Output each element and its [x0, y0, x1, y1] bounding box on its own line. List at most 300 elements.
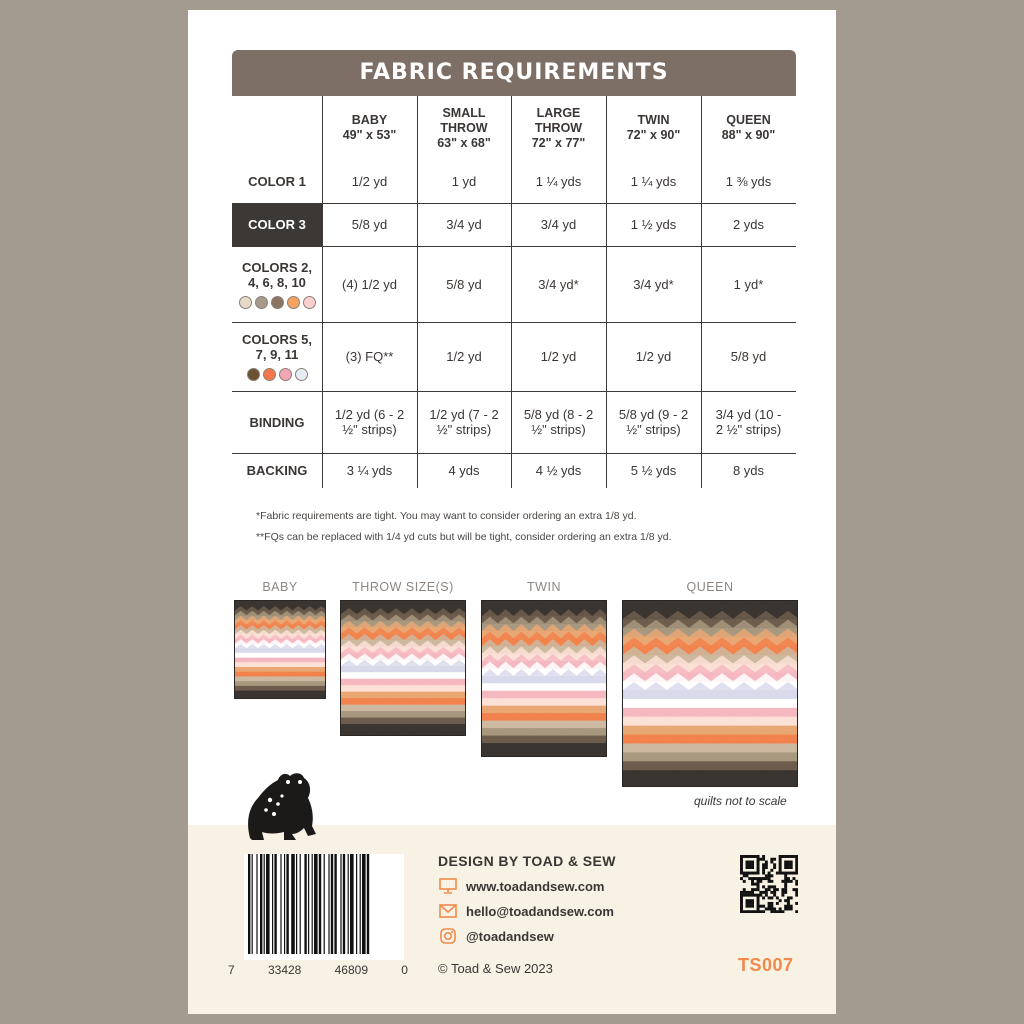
qr-module — [787, 907, 790, 910]
qr-module — [754, 872, 757, 875]
qr-module — [773, 866, 776, 869]
qr-module — [781, 872, 784, 875]
pattern-back-cover — [188, 10, 836, 1014]
qr-module — [757, 896, 760, 899]
qr-module — [765, 877, 768, 880]
barcode-bar — [256, 854, 257, 954]
qr-module — [770, 910, 773, 913]
qr-module — [762, 910, 765, 913]
col-header-size: 49" x 53" — [342, 128, 397, 142]
instagram-row[interactable] — [438, 928, 554, 944]
qr-module — [748, 894, 751, 897]
qr-module — [740, 855, 743, 858]
barcode-bar — [312, 854, 313, 954]
qr-module — [773, 910, 776, 913]
toad-logo-icon — [240, 768, 320, 844]
qr-module — [779, 858, 782, 861]
quilt-band — [482, 751, 607, 757]
qr-module — [746, 902, 749, 905]
barcode-bar — [280, 854, 281, 954]
table-cell: 5/8 yd — [351, 217, 388, 232]
table-cell: 3/4 yd* — [633, 276, 674, 292]
barcode-bar — [300, 854, 301, 954]
qr-module — [746, 899, 749, 902]
row-label-text: BACKING — [246, 463, 308, 478]
qr-module — [746, 863, 749, 866]
qr-module — [773, 894, 776, 897]
table-cell: 1/2 yd — [446, 349, 482, 364]
barcode-bar — [260, 854, 262, 954]
qr-module — [751, 863, 754, 866]
qr-module — [746, 894, 749, 897]
qr-module — [792, 855, 795, 858]
table-cell: 1 yd* — [733, 276, 764, 292]
qr-module — [795, 880, 798, 883]
qr-module — [795, 855, 798, 858]
design-credit: DESIGN BY TOAD & SEW — [438, 853, 616, 869]
table-cell: 1/2 yd — [540, 349, 577, 364]
qr-module — [743, 888, 746, 891]
swatch-dot — [295, 368, 308, 381]
qr-module — [784, 885, 787, 888]
qr-module — [751, 888, 754, 891]
qr-module — [751, 910, 754, 913]
qr-module — [765, 891, 768, 894]
qr-module — [787, 866, 790, 869]
qr-module — [759, 910, 762, 913]
quilt-band — [341, 666, 466, 673]
qr-module — [757, 858, 760, 861]
qr-module — [790, 905, 793, 908]
col-header-name: TWIN — [637, 113, 670, 127]
row-label-text: COLORS 5, 7, 9, 11 — [241, 332, 313, 362]
barcode-bar — [266, 854, 270, 954]
table-cell: 1/2 yd — [351, 174, 388, 189]
table-cell: 1/2 yd (6 - 2 ½" strips) — [334, 407, 405, 437]
qr-module — [748, 902, 751, 905]
qr-module — [757, 855, 760, 858]
qr-module — [787, 880, 790, 883]
qr-module — [746, 910, 749, 913]
qr-module — [748, 872, 751, 875]
qr-module — [751, 866, 754, 869]
qr-module — [751, 894, 754, 897]
monitor-icon — [438, 878, 458, 894]
qr-module — [762, 858, 765, 861]
swatch-dot — [239, 296, 252, 309]
qr-module — [746, 866, 749, 869]
qr-module — [757, 902, 760, 905]
footnote-1: *Fabric requirements are tight. You may want to consider ordering an extra 1/8 yd. — [256, 510, 637, 522]
qr-module — [743, 910, 746, 913]
qr-module — [762, 855, 765, 858]
qr-module — [790, 907, 793, 910]
qr-module — [759, 880, 762, 883]
quilt-band — [482, 676, 607, 684]
qr-module — [748, 891, 751, 894]
qr-module — [746, 855, 749, 858]
qr-module — [762, 866, 765, 869]
qr-module — [751, 855, 754, 858]
quilt-label-baby: BABY — [262, 580, 298, 594]
qr-module — [795, 866, 798, 869]
qr-module — [781, 888, 784, 891]
qr-module — [795, 891, 798, 894]
table-cell: (4) 1/2 yd — [342, 276, 397, 292]
col-header-2 — [511, 96, 606, 160]
quilt-preview-queen — [622, 600, 798, 787]
qr-module — [759, 891, 762, 894]
qr-module — [748, 910, 751, 913]
qr-module — [787, 899, 790, 902]
qr-module — [790, 880, 793, 883]
qr-module — [740, 894, 743, 897]
qr-module — [757, 907, 760, 910]
qr-module — [795, 902, 798, 905]
table-cell: 5/8 yd (9 - 2 ½" strips) — [618, 407, 689, 437]
qr-module — [754, 877, 757, 880]
qr-module — [770, 902, 773, 905]
col-header-3 — [606, 96, 701, 160]
column-divider — [417, 96, 418, 488]
qr-module — [795, 910, 798, 913]
qr-module — [770, 891, 773, 894]
qr-module — [770, 905, 773, 908]
qr-module — [770, 880, 773, 883]
qr-module — [740, 896, 743, 899]
qr-module — [768, 877, 771, 880]
qr-module — [768, 907, 771, 910]
qr-module — [757, 888, 760, 891]
table-cell: 3/4 yd* — [538, 276, 579, 292]
col-header-1 — [417, 96, 511, 160]
table-title: FABRIC REQUIREMENTS — [232, 50, 796, 96]
row-divider — [232, 391, 796, 392]
qr-module — [740, 910, 743, 913]
barcode-bar — [291, 854, 295, 954]
qr-module — [768, 888, 771, 891]
qr-module — [773, 888, 776, 891]
qr-module — [754, 855, 757, 858]
table-cell: 3/4 yd (10 - 2 ½" strips) — [715, 407, 782, 437]
qr-module — [765, 863, 768, 866]
barcode-bar — [284, 854, 285, 954]
instagram-handle[interactable]: @toadandsew — [466, 928, 554, 944]
qr-module — [746, 891, 749, 894]
qr-module — [754, 888, 757, 891]
swatch-dot — [279, 368, 292, 381]
qr-module — [795, 883, 798, 886]
qr-module — [757, 863, 760, 866]
qr-module — [787, 905, 790, 908]
qr-module — [757, 877, 760, 880]
qr-module — [768, 905, 771, 908]
swatch-dot — [271, 296, 284, 309]
qr-module — [751, 872, 754, 875]
barcode-bar — [362, 854, 366, 954]
qr-module — [740, 858, 743, 861]
qr-module — [779, 855, 782, 858]
qr-module — [746, 872, 749, 875]
barcode-bar — [340, 854, 341, 954]
qr-module — [740, 907, 743, 910]
qr-module — [757, 885, 760, 888]
qr-module — [787, 861, 790, 864]
email-link[interactable]: hello@toadandsew.com — [466, 903, 614, 919]
qr-module — [765, 861, 768, 864]
qr-module — [751, 861, 754, 864]
table-cell: (3) FQ** — [345, 349, 394, 364]
qr-module — [790, 863, 793, 866]
qr-module — [795, 858, 798, 861]
table-cell: 5/8 yd (8 - 2 ½" strips) — [523, 407, 594, 437]
row-divider — [232, 453, 796, 454]
qr-module — [773, 863, 776, 866]
qr-module — [779, 861, 782, 864]
table-cell: 1 ¼ yds — [535, 174, 582, 189]
barcode-bar — [328, 854, 329, 954]
qr-module — [765, 894, 768, 897]
qr-module — [795, 861, 798, 864]
barcode-bar — [252, 854, 253, 954]
qr-module — [740, 902, 743, 905]
website-link[interactable]: www.toadandsew.com — [466, 878, 605, 894]
quilt-band — [235, 695, 326, 699]
qr-module — [743, 891, 746, 894]
row-label-4 — [232, 391, 322, 453]
qr-module — [770, 858, 773, 861]
barcode-bar — [348, 854, 349, 954]
qr-module — [757, 861, 760, 864]
qr-module — [754, 894, 757, 897]
qr-module — [795, 888, 798, 891]
qr-module — [754, 883, 757, 886]
qr-module — [795, 869, 798, 872]
qr-module — [784, 880, 787, 883]
quilt-band — [235, 648, 326, 653]
qr-module — [768, 874, 771, 877]
qr-module — [779, 866, 782, 869]
table-cell: 3/4 yd — [540, 217, 577, 232]
barcode-bar — [331, 854, 333, 954]
table-cell: 2 yds — [732, 217, 765, 232]
qr-module — [765, 874, 768, 877]
qr-module — [770, 885, 773, 888]
qr-module — [748, 863, 751, 866]
qr-module — [787, 877, 790, 880]
qr-module — [768, 896, 771, 899]
qr-module — [790, 872, 793, 875]
qr-module — [740, 869, 743, 872]
qr-module — [792, 872, 795, 875]
table-cell: 5/8 yd — [446, 276, 482, 292]
qr-module — [746, 874, 749, 877]
qr-module — [787, 855, 790, 858]
qr-module — [759, 858, 762, 861]
qr-module — [787, 902, 790, 905]
table-cell: 5 ½ yds — [630, 463, 677, 478]
table-cell: 3 ¼ yds — [346, 463, 393, 478]
qr-module — [743, 872, 746, 875]
col-header-size: 72" x 77" — [531, 135, 586, 150]
barcode-bar — [367, 854, 369, 954]
column-divider — [322, 96, 323, 488]
fabric-requirements-table — [232, 96, 796, 488]
qr-module — [770, 896, 773, 899]
qr-module — [776, 910, 779, 913]
qr-module — [773, 858, 776, 861]
qr-module — [779, 872, 782, 875]
barcode-bar — [308, 854, 309, 954]
table-cell: 8 yds — [732, 463, 765, 478]
col-header-name: QUEEN — [726, 113, 771, 127]
barcode-bar — [272, 854, 273, 954]
qr-module — [748, 861, 751, 864]
qr-module — [795, 872, 798, 875]
qr-module — [784, 888, 787, 891]
copyright: © Toad & Sew 2023 — [438, 961, 553, 976]
table-cell: 4 ½ yds — [535, 463, 582, 478]
qr-module — [759, 877, 762, 880]
qr-module — [779, 869, 782, 872]
row-label-text: COLOR 1 — [248, 174, 306, 189]
table-cell: 4 yds — [448, 463, 480, 478]
qr-module — [784, 863, 787, 866]
qr-module — [790, 866, 793, 869]
qr-module — [751, 891, 754, 894]
qr-module — [781, 894, 784, 897]
qr-module — [746, 905, 749, 908]
qr-module — [762, 891, 765, 894]
qr-module — [765, 866, 768, 869]
qr-module — [781, 855, 784, 858]
qr-module — [779, 899, 782, 902]
column-divider — [701, 96, 702, 488]
qr-module — [743, 880, 746, 883]
quilt-preview-baby — [234, 600, 326, 699]
qr-module — [795, 863, 798, 866]
column-divider — [511, 96, 512, 488]
envelope-icon — [438, 903, 458, 919]
col-header-size: 88" x 90" — [721, 128, 776, 142]
qr-module — [740, 891, 743, 894]
barcode-digits-right: 46809 — [334, 963, 368, 977]
qr-module — [740, 866, 743, 869]
qr-module — [762, 905, 765, 908]
col-header-size: 72" x 90" — [626, 128, 681, 142]
qr-module — [748, 899, 751, 902]
pattern-code: TS007 — [738, 955, 794, 975]
qr-module — [765, 907, 768, 910]
row-label-text: COLOR 3 — [248, 217, 306, 232]
barcode-bar — [343, 854, 345, 954]
barcode-digits — [228, 963, 408, 977]
qr-module — [779, 907, 782, 910]
barcode-digit-lead: 7 — [228, 963, 235, 977]
table-cell: 1/2 yd — [635, 349, 672, 364]
instagram-icon — [438, 928, 458, 944]
qr-module — [790, 896, 793, 899]
email-row[interactable] — [438, 903, 614, 919]
qr-module — [787, 896, 790, 899]
table-cell: 1 yd — [451, 174, 477, 189]
qr-module — [748, 905, 751, 908]
table-cell: 1 ⅜ yds — [725, 174, 772, 189]
qr-module — [748, 877, 751, 880]
qr-module — [781, 910, 784, 913]
qr-module — [779, 910, 782, 913]
barcode-bar — [274, 854, 276, 954]
qr-code[interactable] — [740, 855, 798, 913]
barcode-bar — [356, 854, 357, 954]
barcode-bar — [360, 854, 361, 954]
qr-module — [743, 894, 746, 897]
row-label-text: BINDING — [249, 414, 305, 430]
row-divider — [232, 322, 796, 323]
barcode-bar — [264, 854, 265, 954]
qr-module — [740, 905, 743, 908]
qr-module — [762, 877, 765, 880]
qr-module — [762, 896, 765, 899]
barcode-bar — [248, 854, 250, 954]
scale-note: quilts not to scale — [694, 794, 787, 808]
qr-module — [740, 899, 743, 902]
qr-module — [790, 861, 793, 864]
table-cell: 1 ½ yds — [630, 217, 677, 232]
qr-module — [776, 896, 779, 899]
swatch-dot — [255, 296, 268, 309]
barcode-bar — [334, 854, 336, 954]
quilt-label-queen: QUEEN — [686, 580, 734, 594]
qr-module — [757, 899, 760, 902]
qr-module — [784, 872, 787, 875]
qr-module — [784, 883, 787, 886]
qr-module — [770, 861, 773, 864]
barcode-bar — [319, 854, 321, 954]
qr-module — [757, 910, 760, 913]
barcode-digits-left: 33428 — [267, 963, 302, 977]
quilt-preview-twin — [481, 600, 607, 757]
qr-module — [743, 855, 746, 858]
qr-module — [762, 869, 765, 872]
qr-module — [770, 869, 773, 872]
barcode-bar — [296, 854, 297, 954]
qr-module — [768, 872, 771, 875]
qr-module — [784, 891, 787, 894]
qr-module — [784, 877, 787, 880]
qr-module — [784, 899, 787, 902]
qr-module — [740, 877, 743, 880]
quilt-label-twin: TWIN — [527, 580, 561, 594]
qr-module — [762, 872, 765, 875]
qr-module — [776, 888, 779, 891]
qr-module — [779, 863, 782, 866]
qr-module — [773, 885, 776, 888]
qr-module — [792, 888, 795, 891]
qr-module — [776, 902, 779, 905]
row-label-5 — [232, 453, 322, 488]
barcode-bar — [324, 854, 325, 954]
qr-module — [751, 902, 754, 905]
qr-module — [784, 861, 787, 864]
website-row[interactable] — [438, 878, 604, 894]
col-header-name: LARGE THROW — [534, 105, 583, 135]
quilt-label-throw: THROW SIZE(S) — [352, 580, 454, 594]
table-cell: 5/8 yd — [730, 349, 767, 364]
qr-module — [768, 880, 771, 883]
qr-module — [757, 883, 760, 886]
qr-module — [787, 872, 790, 875]
